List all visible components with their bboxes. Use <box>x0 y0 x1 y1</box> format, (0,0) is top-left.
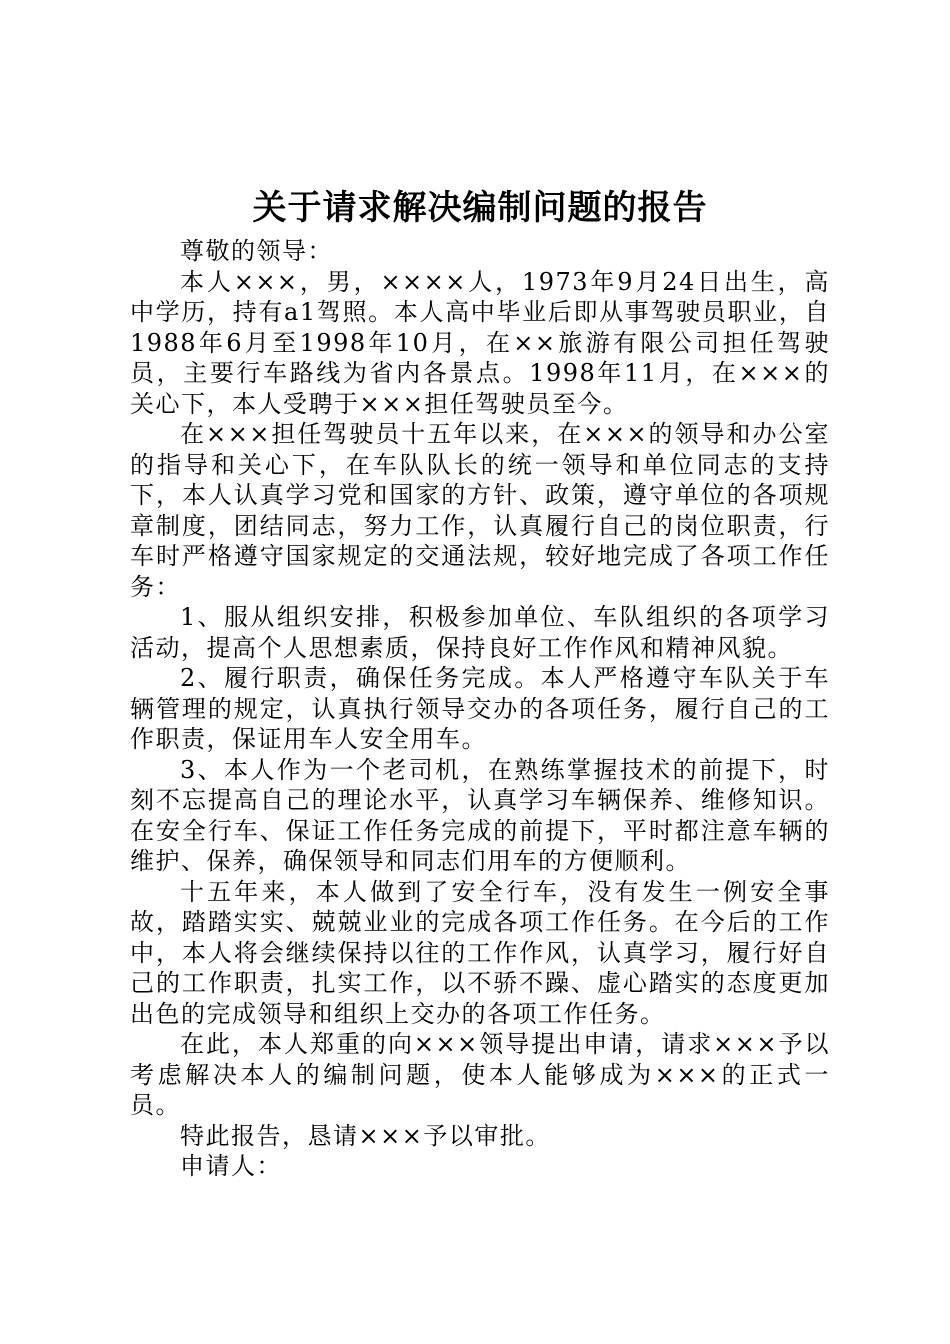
paragraph-item-3: 3、本人作为一个老司机，在熟练掌握技术的前提下，时刻不忘提高自己的理论水平，认真学习车辆保养、维修知识。在安全行车、保证工作任务完成的前提下，平时都注意车辆的维护、保养，确保领导和同志们用车的方便顺利。 <box>130 755 830 875</box>
paragraph-intro: 本人×××，男，××××人，1973年9月24日出生，高中学历，持有a1驾照。本人高中毕业后即从事驾驶员职业，自1988年6月至1998年10月，在××旅游有限公司担任驾驶员，主要行车路线为省内各景点。1998年11月，在×××的关心下，本人受聘于×××担任驾驶员至今。 <box>130 267 830 418</box>
document-body <box>130 180 830 1182</box>
paragraph-item-2: 2、履行职责，确保任务完成。本人严格遵守车队关于车辆管理的规定，认真执行领导交办的各项任务，履行自己的工作职责，保证用车人安全用车。 <box>130 664 830 753</box>
document-title: 关于请求解决编制问题的报告 <box>252 188 708 228</box>
paragraph-item-1: 1、服从组织安排，积极参加单位、车队组织的各项学习活动，提高个人思想素质，保持良好工作作风和精神风貌。 <box>130 603 830 662</box>
closing-line: 特此报告，恳请×××予以审批。 <box>180 1121 551 1150</box>
paragraph-work-summary: 在×××担任驾驶员十五年以来，在×××的领导和办公室的指导和关心下，在车队队长的统一领导和单位同志的支持下，本人认真学习党和国家的方针、政策，遵守单位的各项规章制度，团结同志，努力工作，认真履行自己的岗位职责，行车时严格遵守国家规定的交通法规，较好地完成了各项工作任务： <box>130 420 830 601</box>
applicant-label: 申请人： <box>180 1152 282 1180</box>
paragraph-fifteen-years: 十五年来，本人做到了安全行车，没有发生一例安全事故，踏踏实实、兢兢业业的完成各项工作任务。在今后的工作中，本人将会继续保持以往的工作作风，认真学习，履行好自己的工作职责，扎实工作，以不骄不躁、虚心踏实的态度更加出色的完成领导和组织上交办的各项工作任务。 <box>130 877 830 1028</box>
greeting: 尊敬的领导： <box>180 237 333 265</box>
paragraph-request: 在此，本人郑重的向×××领导提出申请，请求×××予以考虑解决本人的编制问题，使本人能够成为×××的正式一员。 <box>130 1030 830 1119</box>
